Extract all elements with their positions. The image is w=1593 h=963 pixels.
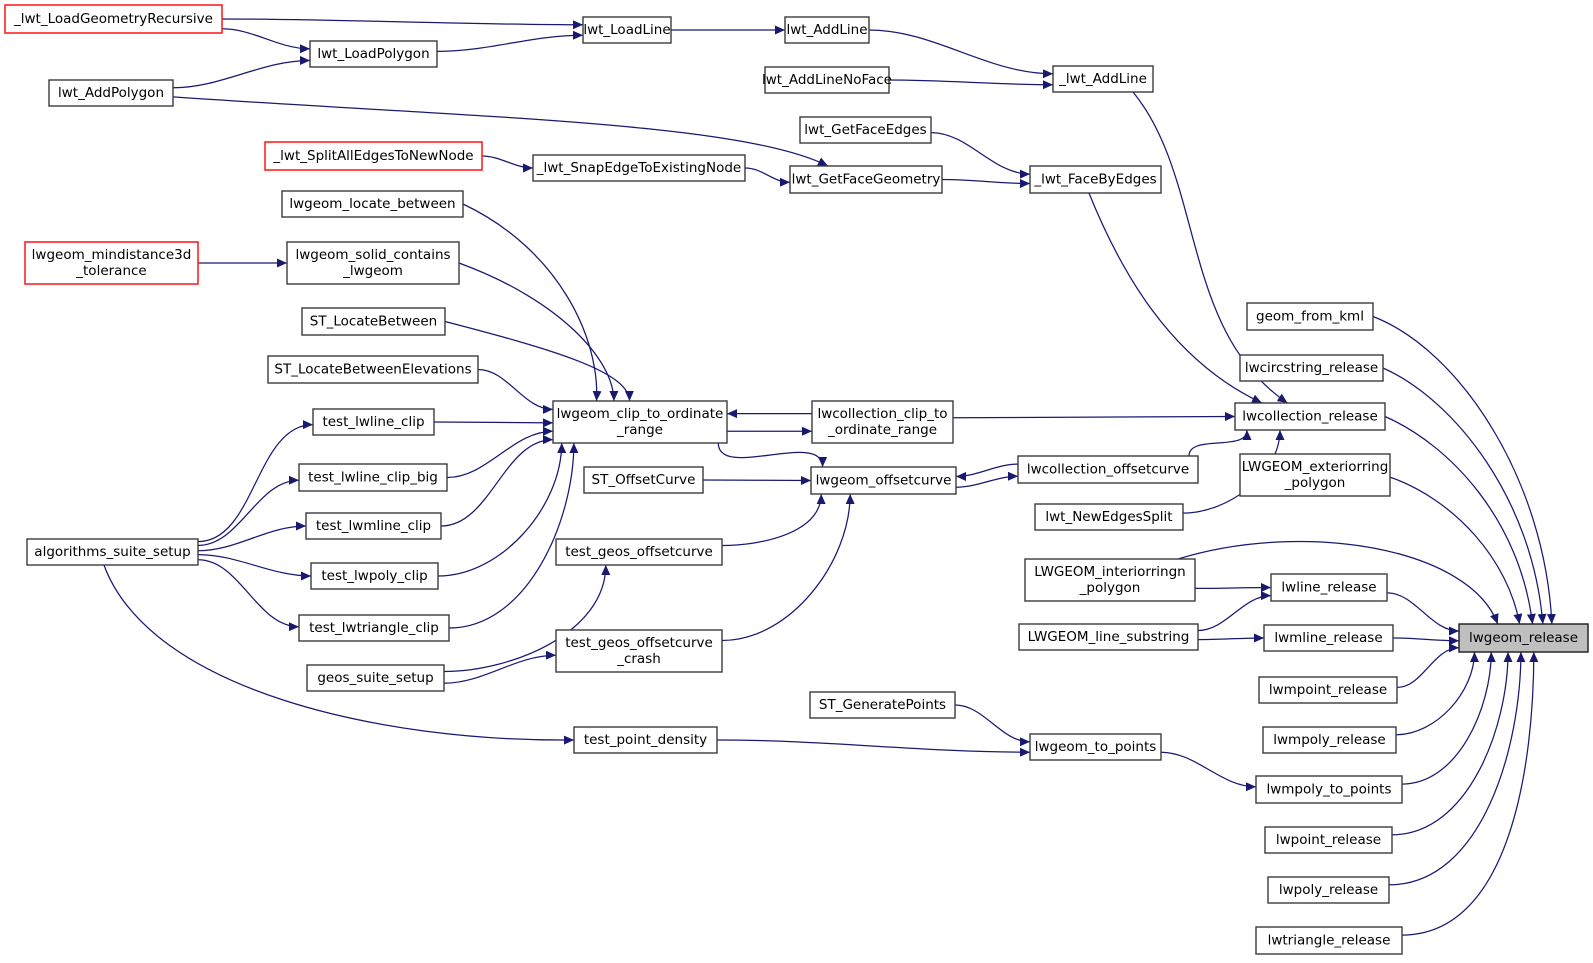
node-lwgeom_to_points[interactable] <box>1030 734 1161 760</box>
node-label: _lwt_LoadGeometryRecursive <box>14 11 213 27</box>
node-label: lwmpoint_release <box>1268 682 1388 698</box>
node-lwt_GetFaceGeometry[interactable] <box>790 166 942 193</box>
node-label: lwcollection_release <box>1242 408 1378 425</box>
node-ST_OffsetCurve[interactable] <box>584 467 703 493</box>
node-algorithms_suite_setup[interactable] <box>27 539 198 565</box>
node-label: test_geos_offsetcurve _crash <box>565 635 713 667</box>
node-lwpoint_release[interactable] <box>1265 827 1392 853</box>
node-lwmpoint_release[interactable] <box>1259 677 1397 703</box>
node-label: LWGEOM_exteriorring _polygon <box>1241 459 1389 491</box>
node-geom_from_kml[interactable] <box>1247 303 1373 330</box>
node-LWGEOM_interiorringn_polygon[interactable] <box>1025 559 1195 601</box>
node-label: test_point_density <box>583 732 708 748</box>
node-label: _lwt_SnapEdgeToExistingNode <box>536 160 742 176</box>
node-label: lwt_AddLineNoFace <box>762 72 892 88</box>
edge-ST_OffsetCurve-to-lwgeom_offsetcurve <box>703 480 811 481</box>
node-label: lwcollection_offsetcurve <box>1026 461 1190 478</box>
node-label: lwmpoly_to_points <box>1266 781 1392 798</box>
node-label: ST_LocateBetween <box>309 313 438 330</box>
node-label: lwt_GetFaceEdges <box>804 122 927 138</box>
node-lwcircstring_release[interactable] <box>1240 355 1383 381</box>
node-test_point_density[interactable] <box>574 727 717 753</box>
node-test_geos_offsetcurve_crash[interactable] <box>556 630 722 672</box>
node-lwt_LoadLine[interactable] <box>583 17 671 43</box>
node-ST_LocateBetween[interactable] <box>302 308 445 335</box>
node-LWGEOM_line_substring[interactable] <box>1019 624 1198 650</box>
node-label: lwmpoly_release <box>1273 732 1386 748</box>
node-test_lwpoly_clip[interactable] <box>311 563 438 589</box>
node-lwmpoly_release[interactable] <box>1263 727 1396 753</box>
node-label: lwt_AddPolygon <box>57 85 165 101</box>
node-geos_suite_setup[interactable] <box>307 665 444 691</box>
node-label: test_lwline_clip_big <box>308 469 438 486</box>
node-label: test_lwmline_clip <box>315 518 432 534</box>
node-test_lwmline_clip[interactable] <box>306 513 441 539</box>
node-lwt_GetFaceEdges[interactable] <box>800 117 931 143</box>
node-lwmpoly_to_points[interactable] <box>1256 776 1402 803</box>
node-test_geos_offsetcurve[interactable] <box>556 539 722 565</box>
node-label: lwpoly_release <box>1278 882 1379 898</box>
node-lwgeom_solid_contains_lwgeom[interactable] <box>287 242 459 284</box>
node-label: lwgeom_locate_between <box>289 196 456 212</box>
node-label: test_geos_offsetcurve <box>565 544 713 560</box>
node-test_lwtriangle_clip[interactable] <box>299 615 449 641</box>
node-label: LWGEOM_interiorringn _polygon <box>1034 564 1186 596</box>
node-label: _lwt_FaceByEdges <box>1034 171 1157 188</box>
node-label: lwt_NewEdgesSplit <box>1045 509 1173 525</box>
node-label: lwgeom_clip_to_ordinate _range <box>556 406 724 438</box>
node-label: test_lwpoly_clip <box>321 568 428 584</box>
node-label: geos_suite_setup <box>317 670 434 686</box>
node-label: lwgeom_mindistance3d _tolerance <box>31 247 192 279</box>
node-label: lwgeom_to_points <box>1034 739 1157 755</box>
node-label: algorithms_suite_setup <box>34 544 191 560</box>
node-lwt_AddPolygon[interactable] <box>49 80 173 106</box>
node-label: lwpoint_release <box>1275 832 1382 848</box>
node-ST_LocateBetweenElevations[interactable] <box>268 356 478 383</box>
node-lwt_LoadPolygon[interactable] <box>310 41 437 67</box>
node-lwgeom_mindistance3d_tolerance[interactable] <box>25 242 198 284</box>
node-label: geom_from_kml <box>1256 308 1364 325</box>
node-lwt_AddLine[interactable] <box>785 17 869 43</box>
node-lwgeom_locate_between[interactable] <box>282 191 463 217</box>
node-_lwt_AddLine[interactable] <box>1053 66 1153 92</box>
node-test_lwline_clip_big[interactable] <box>299 464 447 491</box>
node-lwmline_release[interactable] <box>1264 625 1393 651</box>
node-lwcollection_release[interactable] <box>1235 403 1385 430</box>
node-_lwt_LoadGeometryRecursive[interactable] <box>5 5 222 33</box>
node-label: LWGEOM_line_substring <box>1027 629 1190 645</box>
node-label: ST_OffsetCurve <box>591 472 696 488</box>
node-_lwt_SplitAllEdgesToNewNode[interactable] <box>265 142 482 170</box>
node-lwcollection_clip_to_ordinate_range[interactable] <box>812 401 953 443</box>
node-label: ST_LocateBetweenElevations <box>274 361 472 378</box>
node-label: lwt_GetFaceGeometry <box>791 171 941 188</box>
node-label: lwcollection_clip_to _ordinate_range <box>817 406 948 438</box>
node-label: lwgeom_release <box>1468 630 1579 646</box>
node-lwpoly_release[interactable] <box>1268 877 1389 903</box>
node-label: _lwt_SplitAllEdgesToNewNode <box>273 148 474 164</box>
node-label: test_lwline_clip <box>322 414 425 430</box>
node-label: lwt_LoadLine <box>583 22 671 38</box>
node-lwt_NewEdgesSplit[interactable] <box>1035 504 1183 530</box>
node-ST_GeneratePoints[interactable] <box>810 692 955 718</box>
node-lwgeom_clip_to_ordinate_range[interactable] <box>553 401 727 443</box>
node-label: lwt_AddLine <box>786 22 868 38</box>
node-test_lwline_clip[interactable] <box>313 409 434 435</box>
node-label: lwmline_release <box>1274 630 1383 646</box>
node-lwline_release[interactable] <box>1271 574 1387 601</box>
node-label: lwt_LoadPolygon <box>317 46 430 62</box>
node-lwt_AddLineNoFace[interactable] <box>762 67 892 93</box>
node-label: lwgeom_solid_contains _lwgeom <box>295 247 451 279</box>
node-LWGEOM_exteriorring_polygon[interactable] <box>1240 454 1390 496</box>
node-lwtriangle_release[interactable] <box>1256 927 1402 954</box>
node-_lwt_FaceByEdges[interactable] <box>1030 166 1161 193</box>
node-lwgeom_offsetcurve[interactable] <box>811 467 956 494</box>
node-label: lwgeom_offsetcurve <box>815 472 952 489</box>
node-label: lwtriangle_release <box>1267 932 1391 949</box>
node-label: lwline_release <box>1281 579 1377 596</box>
node-_lwt_SnapEdgeToExistingNode[interactable] <box>533 155 745 181</box>
node-label: lwcircstring_release <box>1244 360 1379 376</box>
node-lwcollection_offsetcurve[interactable] <box>1018 456 1198 483</box>
node-label: test_lwtriangle_clip <box>309 620 439 636</box>
node-lwgeom_release[interactable] <box>1459 624 1588 652</box>
node-label: _lwt_AddLine <box>1059 71 1147 87</box>
edge-test_lwline_clip-to-lwgeom_clip_to_ordinate <box>434 422 553 423</box>
node-label: ST_GeneratePoints <box>818 697 947 713</box>
